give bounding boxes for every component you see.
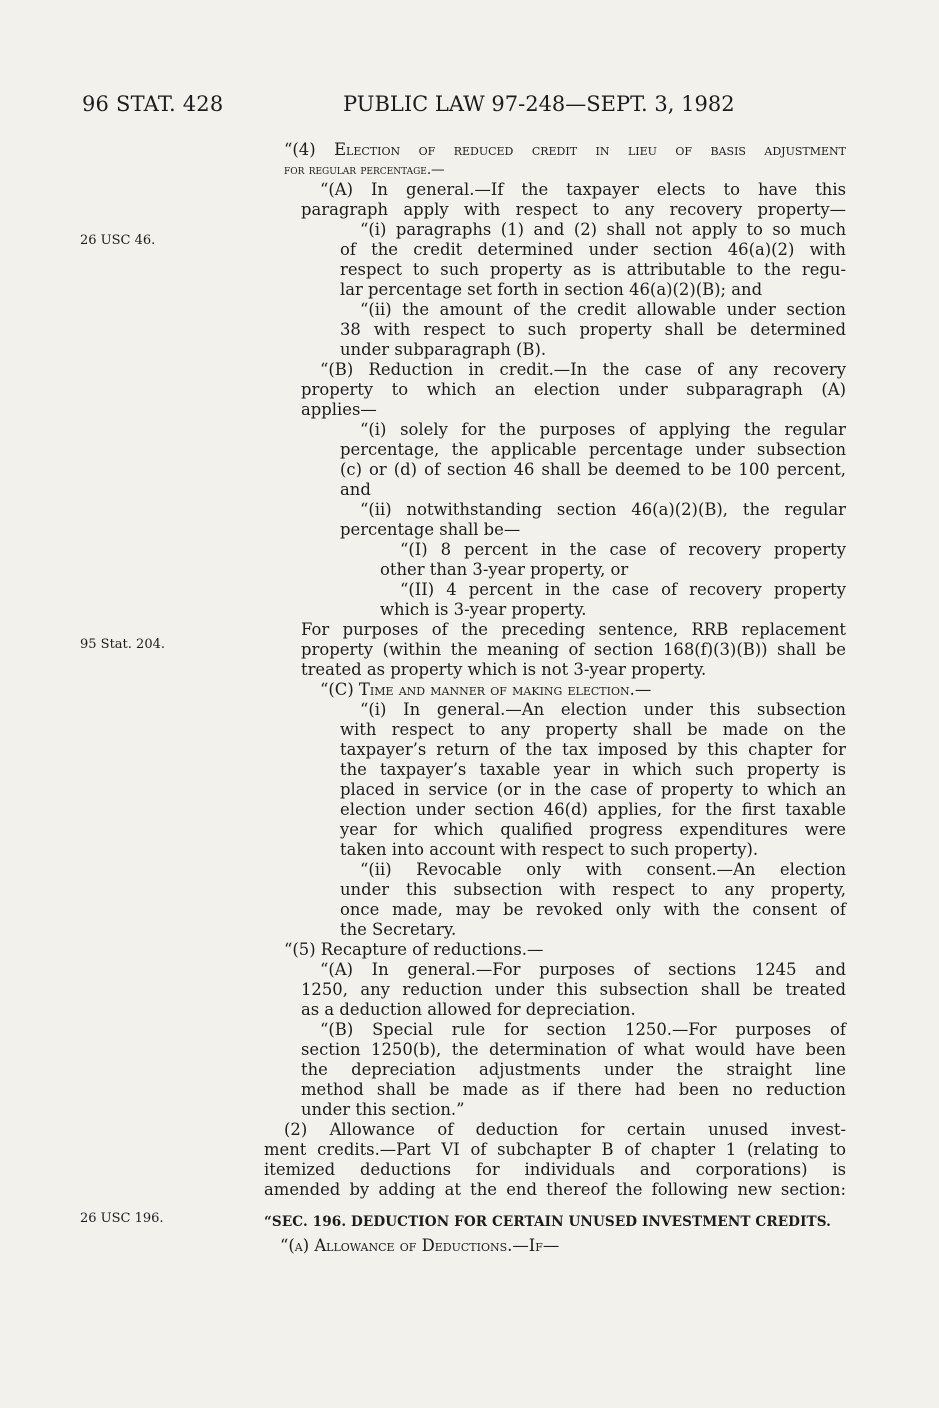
text-line: “(4) Election of reduced credit in lieu of basis adjustment (284, 140, 846, 159)
margin-note-26-usc-196: 26 USC 196. (80, 1211, 164, 1226)
text-line: itemized deductions for individuals and corporations) is (264, 1160, 846, 1179)
text-line: “(B) Reduction in credit.—In the case of any recovery (320, 360, 846, 379)
text-line: applies— (301, 400, 377, 419)
margin-note-95-stat-204: 95 Stat. 204. (80, 637, 165, 652)
text-line: year for which qualified progress expenditures were (340, 820, 846, 839)
text-line: “(A) In general.—If the taxpayer elects to have this (320, 180, 846, 199)
text-line: method shall be made as if there had been no reduction (301, 1080, 846, 1099)
text-line: the Secretary. (340, 920, 457, 939)
text-line: amended by adding at the end thereof the following new section: (264, 1180, 846, 1199)
text-line: the taxpayer’s taxable year in which such property is (340, 760, 846, 779)
text-line: “(B) Special rule for section 1250.—For purposes of (320, 1020, 846, 1039)
text-line: taxpayer’s return of the tax imposed by this chapter for (340, 740, 846, 759)
text-line: percentage shall be— (340, 520, 521, 539)
stat-page-number: 96 STAT. 428 (82, 92, 224, 116)
text-line: “(i) solely for the purposes of applying the regular (360, 420, 846, 439)
text-line: property (within the meaning of section 168(f)(3)(B)) shall be (301, 640, 846, 659)
text-line: other than 3-year property, or (380, 560, 629, 579)
text-line: which is 3-year property. (380, 600, 587, 619)
text-line: “(ii) Revocable only with consent.—An election (360, 860, 846, 879)
statute-body (264, 140, 846, 1256)
text-line: For purposes of the preceding sentence, RRB replacement (301, 620, 846, 639)
text-line: under this subsection with respect to any property, (340, 880, 846, 899)
text-line: of the credit determined under section 46(a)(2) with (340, 240, 846, 259)
text-line: percentage, the applicable percentage under subsection (340, 440, 846, 459)
text-line: placed in service (or in the case of property to which an (340, 780, 846, 799)
running-head (0, 92, 939, 122)
text-line: lar percentage set forth in section 46(a)(2)(B); and (340, 280, 763, 299)
text-line: the depreciation adjustments under the straight line (301, 1060, 846, 1079)
text-line: election under section 46(d) applies, for the first taxable (340, 800, 846, 819)
text-line: respect to such property as is attributable to the regu- (340, 260, 846, 279)
text-line: and (340, 480, 371, 499)
text-line: property to which an election under subparagraph (A) (301, 380, 846, 399)
text-line: with respect to any property shall be made on the (340, 720, 846, 739)
text-line: 1250, any reduction under this subsection shall be treated (301, 980, 846, 999)
text-line: “(II) 4 percent in the case of recovery property (400, 580, 846, 599)
text-line: under subparagraph (B). (340, 340, 547, 359)
text-line: as a deduction allowed for depreciation. (301, 1000, 636, 1019)
text-line: section 1250(b), the determination of what would have been (301, 1040, 846, 1059)
text-line: “(i) paragraphs (1) and (2) shall not apply to so much (360, 220, 846, 239)
text-line: “(i) In general.—An election under this subsection (360, 700, 846, 719)
text-line: treated as property which is not 3-year property. (301, 660, 707, 679)
text-line: “(I) 8 percent in the case of recovery property (400, 540, 846, 559)
text-line: for regular percentage.— (284, 162, 445, 178)
text-line: (c) or (d) of section 46 shall be deemed to be 100 percent, (340, 460, 846, 479)
text-line: 38 with respect to such property shall be determined (340, 320, 846, 339)
text-line: once made, may be revoked only with the consent of (340, 900, 846, 919)
law-title: PUBLIC LAW 97-248—SEPT. 3, 1982 (343, 92, 735, 116)
section-heading: “SEC. 196. DEDUCTION FOR CERTAIN UNUSED INVESTMENT CREDITS. (264, 1214, 832, 1230)
text-line: ment credits.—Part VI of subchapter B of chapter 1 (relating to (264, 1140, 846, 1159)
text-line: “(5) Recapture of reductions.— (284, 940, 544, 959)
text-line: “(ii) the amount of the credit allowable under section (360, 300, 846, 319)
text-line: paragraph apply with respect to any recovery property— (301, 200, 846, 219)
text-line: (2) Allowance of deduction for certain unused invest- (284, 1120, 846, 1139)
margin-note-26-usc-46: 26 USC 46. (80, 233, 156, 248)
text-line: taken into account with respect to such property). (340, 840, 759, 859)
text-line: under this section.” (301, 1100, 465, 1119)
text-line: “(A) In general.—For purposes of sections 1245 and (320, 960, 846, 979)
text-line: “(C) Time and manner of making election.— (320, 680, 652, 699)
text-line: “(a) Allowance of Deductions.—If— (280, 1236, 560, 1255)
text-line: “(ii) notwithstanding section 46(a)(2)(B), the regular (360, 500, 846, 519)
